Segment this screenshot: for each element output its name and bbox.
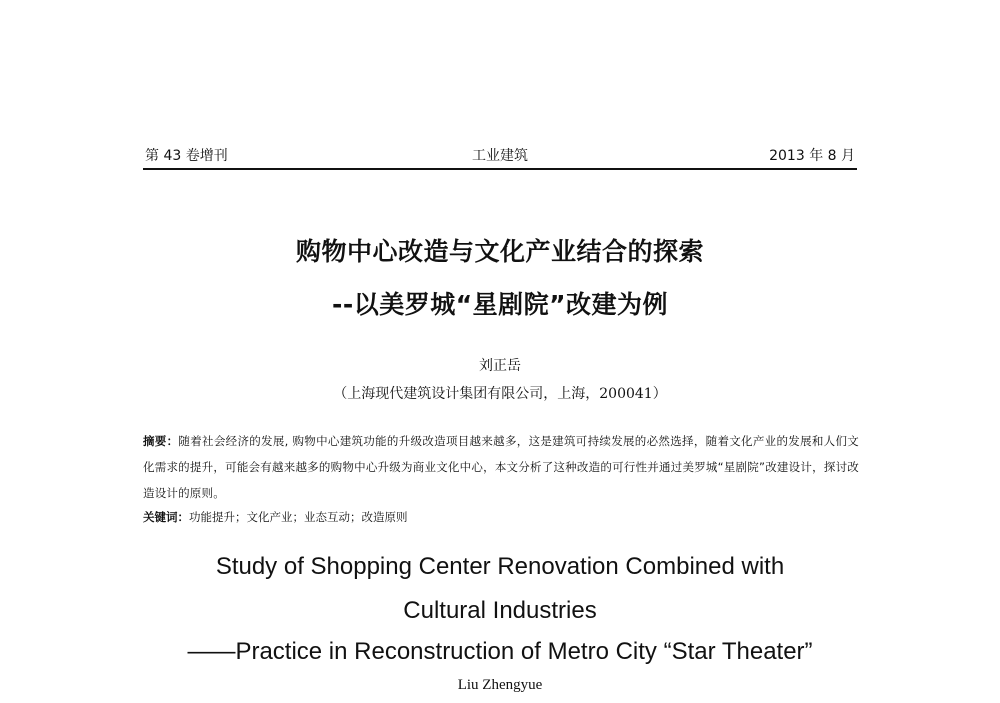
english-title-line1: Study of Shopping Center Renovation Combined with xyxy=(215,553,785,580)
author-affiliation-cn: （上海现代建筑设计集团有限公司，上海，200041） xyxy=(333,386,667,402)
keywords-text: 功能提升；文化产业；业态互动；改造原则 xyxy=(189,510,408,524)
keywords-label: 关键词： xyxy=(143,510,189,524)
author-name-cn: 刘正岳 xyxy=(479,358,521,374)
english-title-line2: Cultural Industries xyxy=(403,597,597,624)
abstract-text: 随着社会经济的发展, 购物中心建筑功能的升级改造项目越来越多，这是建筑可持续发展的必然选择，随着文化产业的发展和人们文化需求的提升，可能会有越来越多的购物中心升级为商业文化中心，本文分析了这种改造的可行性并通过美罗城“星剧院”改建设计，探讨改造设计的原则。 xyxy=(143,434,859,500)
keywords xyxy=(143,509,859,525)
abstract xyxy=(143,428,859,506)
abstract-label: 摘要： xyxy=(143,434,179,448)
english-subtitle: ——Practice in Reconstruction of Metro City “Star Theater” xyxy=(187,638,813,665)
paper-subtitle: --以美罗城“星剧院”改建为例 xyxy=(331,290,669,319)
running-header xyxy=(143,142,857,170)
publication-date: 2013 年 8 月 xyxy=(769,148,855,164)
journal-volume: 第 43 卷增刊 xyxy=(145,148,228,164)
journal-name: 工业建筑 xyxy=(472,148,528,164)
author-name-en: Liu Zhengyue xyxy=(457,677,543,693)
paper-title: 购物中心改造与文化产业结合的探索 xyxy=(295,237,704,266)
